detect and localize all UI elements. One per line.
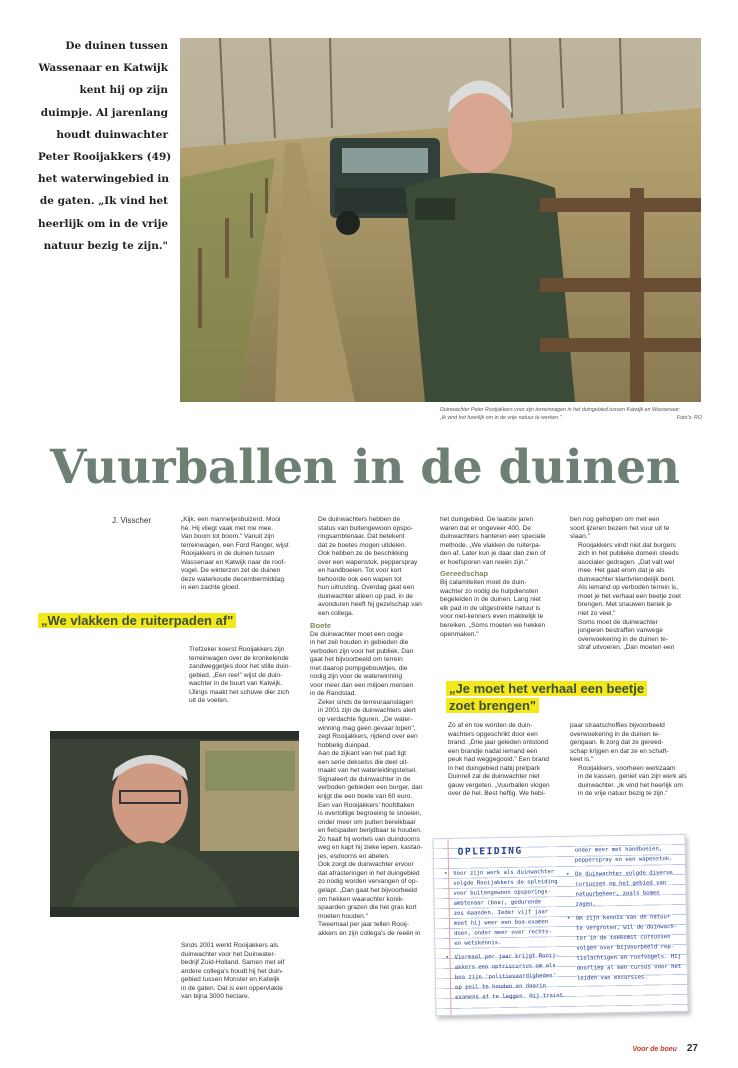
text-line: in de kassen, geniet van zijn werk als <box>578 773 687 781</box>
author-byline: J. Visscher <box>112 516 151 525</box>
text-line: zo nodig worden vervangen of op- <box>318 878 418 886</box>
text-line: brand. „Drie jaar geleden ontstond <box>448 739 549 747</box>
notepad-line: op peil te houden en daarin <box>455 983 547 991</box>
text-line: over een wapenstok, pepperspray <box>318 558 418 566</box>
notepad-line: ambtenaar (boa), gedurende <box>453 899 542 907</box>
text-line: De duinwachters hebben de <box>318 516 401 523</box>
text-line: keet is." <box>570 756 594 764</box>
text-line: gebied. „Een ree!" wijst de duin- <box>189 671 283 679</box>
notepad-line: moet hij weer een boa-examen <box>453 919 549 927</box>
notepad-line: zes maanden. Ieder vijf jaar <box>453 909 549 917</box>
opleiding-notepad-box <box>432 834 688 1016</box>
text-line: hobbelig duinpad. <box>318 741 371 749</box>
text-line: verboden gebieden een burger, dan <box>318 784 423 792</box>
intro-line: Wassenaar en Katwijk <box>38 62 168 75</box>
text-line: maakt van het waterleidingstelsel. <box>318 767 417 775</box>
notepad-line: • Voor zijn werk als duinwachter <box>453 869 555 877</box>
col2-heading-boete: Boete <box>310 620 332 630</box>
notepad-left-column <box>444 867 566 1003</box>
notepad-line: examens af te leggen. Hij traint <box>455 992 564 1001</box>
text-line: in de gaten. Dat is een oppervlakte <box>181 984 283 992</box>
text-line: voor meer dan een miljoen mensen <box>310 681 414 689</box>
notepad-right-top <box>566 844 686 866</box>
text-line: jongeren bestraffen vanwege <box>578 627 663 635</box>
column-1-lower <box>181 646 296 706</box>
notepad-item <box>566 868 687 910</box>
text-line: winning mag geen gevaar lopen", <box>318 724 416 732</box>
text-line: gelapt. „Dan gaat het bijvoorbeeld <box>318 886 417 894</box>
notepad-item <box>445 951 566 1003</box>
text-line: dat afrasteringen in het duingebied <box>318 869 420 877</box>
col2-p5 <box>310 802 430 862</box>
notepad-line: voor buitengewoon opsporings- <box>453 889 552 897</box>
text-line: een brandje nadat iemand een <box>448 747 538 755</box>
text-line: Sinds 2001 werkt Rooijakkers als <box>181 942 279 949</box>
notepad-line: te vergroten, wil de duinwach- <box>576 923 678 932</box>
text-line: schap krijgen en dat ze en schaft- <box>570 747 669 755</box>
col4-p4 <box>570 722 690 765</box>
page-footer <box>632 1043 698 1054</box>
text-line: onder meer met handboeien, <box>574 846 663 854</box>
col2-p4 <box>310 750 430 801</box>
notepad-right-items <box>566 868 688 984</box>
text-line: op verdachte figuren. „De water- <box>318 716 413 724</box>
text-line: Duinrell zal de duinwachter niet <box>448 773 540 781</box>
text-line: uit de voeten. <box>189 697 229 705</box>
text-line: gebied tussen Monster en Katwijk <box>181 976 280 984</box>
text-line: terreinwagen over de kronkelende <box>189 654 289 662</box>
intro-line: natuur bezig te zijn." <box>43 239 168 252</box>
notepad-line: volgde Rooijakkers de opleiding <box>453 879 558 887</box>
notepad-line: en wetskennis. <box>454 940 502 947</box>
text-line: om hekken waarachter konik- <box>318 895 405 903</box>
notepad-title: OPLEIDING <box>457 845 523 858</box>
text-line: Wassenaar en Katwijk naar de roof- <box>181 558 286 566</box>
col2-p3 <box>310 699 430 750</box>
text-line: begeleiden in de duinen. Lang niet <box>440 596 541 604</box>
text-line: paar straatschoffies bijvoorbeeld <box>570 722 665 729</box>
text-line: deze waterkoude decembermiddag <box>181 575 284 583</box>
text-line: in het duingebied nabij pretpark <box>448 764 541 772</box>
text-line: Ook zorgt de duinwachter ervoor <box>318 861 414 869</box>
notepad-line: ter in de toekomst cursussen <box>576 934 671 942</box>
text-line: gauw vergeten. „Vuurballen vlogen <box>448 781 550 789</box>
pull-quote-2 <box>446 680 647 714</box>
text-line: De duinwachter moet een oogje <box>310 630 404 638</box>
intro-line: de gaten. „Ik vind het <box>39 195 168 208</box>
text-line: duinwachter voor het Duinwater- <box>181 950 276 958</box>
text-line: wachter zo nodig de hulpdiensten <box>440 587 539 595</box>
text-line: Van boom tot boom." Vanuit zijn <box>181 533 274 541</box>
text-line: moet je het verhaal een beetje zoet <box>578 592 682 600</box>
text-line: Signaleert de duinwachter in de <box>318 775 411 783</box>
text-line: waren dat er ongeveer 400. De <box>440 524 531 532</box>
text-line: duinwachter alleen op pad, in de <box>318 592 413 600</box>
text-line: pepperspray en een wapenstok. <box>574 856 673 864</box>
text-line: is overtollige begroeiing te snoeien, <box>318 810 422 818</box>
notepad-line: • De duinwachter volgde diverse <box>575 870 673 878</box>
text-line: voor niet-kenners even makkelijk te <box>440 613 544 621</box>
text-line: spaarden grazen die het gras kort <box>318 904 417 912</box>
text-line: brengen. Met snauwen bereik je <box>578 601 672 609</box>
text-line: overwoekering in de duinen te- <box>570 730 661 738</box>
text-line: mee. Het gaat erom dat je als <box>578 567 665 575</box>
main-photo-caption <box>440 406 702 422</box>
text-line: andere collega's houdt hij het duin- <box>181 967 284 975</box>
text-line: duinwachters hanteren een speciale <box>440 533 546 541</box>
text-line: het duingebied. De laatste jaren <box>440 516 534 523</box>
intro-line: houdt duinwachter <box>56 128 168 141</box>
column-3-upper <box>440 516 560 639</box>
text-line: gengaan. Ik zorg dat ze gereed- <box>570 739 664 747</box>
intro-text <box>38 35 172 257</box>
notepad-line: leiden van excursies. <box>576 974 648 982</box>
photo-credit: Foto's: RO <box>676 415 702 421</box>
pull-quote-2-line-1: „Je moet het verhaal een beetje <box>446 681 647 696</box>
caption-line-1: Duinwachter Peter Rooijakkers voor zijn terreinwagen in het duingebied tussen Katwijk en Wassenaar: <box>440 407 681 413</box>
footer-brand: Voor de boeu <box>632 1046 677 1053</box>
col4-p3 <box>570 619 690 653</box>
col1-lower-paragraph <box>181 646 296 706</box>
col3-heading-gereedschap: Gereedschap <box>440 569 489 579</box>
text-line: niet zo veel." <box>578 610 616 618</box>
text-line: peuk had weggegooid." Een brand <box>448 756 549 764</box>
text-line: wachter in de buurt van Katwijk. <box>189 680 283 688</box>
intro-line: Peter Rooijakkers (49) <box>38 151 172 164</box>
text-line: een collega. <box>318 610 354 618</box>
text-line: met daarop pompgebouwtjes, die <box>310 664 408 672</box>
text-line: in een zachte gloed. <box>181 584 241 592</box>
col3-p1 <box>440 516 560 567</box>
text-line: jes, esdoorns en abelen. <box>318 852 390 860</box>
text-line: behoorde ook een wapen tot <box>318 575 402 583</box>
text-line: in de vrije natuur bezig te zijn." <box>578 790 668 798</box>
notepad-line: boa zijn 'politievaardigheden' <box>454 973 556 981</box>
column-4-upper <box>570 516 690 653</box>
col3-p3 <box>440 722 560 799</box>
notepad-line: doen, onder meer over rechts- <box>454 929 552 937</box>
text-line: en handboeien. Tot voor kort <box>318 567 402 575</box>
col2-p7 <box>310 921 430 938</box>
intro-line: duimpje. Al jarenlang <box>40 106 168 119</box>
page-number: 27 <box>686 1043 698 1054</box>
notepad-line: zagen. <box>575 901 596 908</box>
text-line: van bijna 3000 hectare. <box>181 993 250 1001</box>
notepad-line: • Viermaal per jaar krijgt Rooij- <box>454 953 559 961</box>
text-line: zegt Rooijakkers, rijdend over een <box>318 733 418 741</box>
text-line: Rooijakkers in de duinen tussen <box>181 550 275 558</box>
text-line: soort ijzeren bezem het vuur uit te <box>570 524 670 532</box>
column-3-lower <box>440 722 560 799</box>
pull-quote-1 <box>38 612 236 629</box>
caption-line-2: „Ik vind het heerlijk om in de vrije natuur te werken." <box>440 415 562 421</box>
text-line: Rooijakkers vindt niet dat burgers <box>578 541 676 549</box>
intro-line: het waterwingebied in <box>38 173 170 186</box>
notepad-item <box>567 912 688 984</box>
text-line: status van buitengewoon opspo- <box>318 524 413 532</box>
text-line: IJlings maakt het schuwe dier zich <box>189 688 290 696</box>
text-line: den af. Later kun je daar dan zien of <box>440 550 546 558</box>
text-line: duinwachter klantvriendelijk bent. <box>578 575 676 583</box>
text-line: er hoefsporen van reeën zijn." <box>440 558 528 566</box>
text-line: verboden zijn voor het publiek. Dan <box>310 647 414 655</box>
text-line: nodig zijn voor de waterwinning <box>310 673 403 681</box>
notepad-right-column <box>566 844 688 984</box>
text-line: Ook hebben ze de beschikking <box>318 550 409 558</box>
text-line: asocialer gedragen. „Dat valt wel <box>578 558 675 566</box>
text-line: ringsambtenaar. Dat betekent <box>318 533 405 541</box>
text-line: openmaken." <box>440 630 479 638</box>
text-line: avonduren heeft hij gezelschap van <box>318 601 422 609</box>
text-line: bereiken. „Soms moeten we hekken <box>440 622 546 630</box>
column-4-lower <box>570 722 690 799</box>
text-line: in de Randstad. <box>310 690 357 698</box>
text-line: in het zeil houden in gebieden die <box>310 639 409 647</box>
text-line: slaan." <box>570 533 590 541</box>
intro-line: De duinen tussen <box>65 40 168 52</box>
text-line: krijgt die een boete van 60 euro. <box>318 792 413 800</box>
inset-photo <box>50 731 299 917</box>
text-line: een serie dekselss die deel uit- <box>318 758 409 766</box>
text-line: straf uitvoeren. „Dan moeten een <box>578 644 675 652</box>
text-line: Zo af en toe worden de duin- <box>448 722 533 729</box>
intro-line: heerlijk om in de vrije <box>38 217 169 230</box>
col2-p1 <box>310 516 430 619</box>
text-line: methode. „We vlakken de ruiterpa- <box>440 541 542 549</box>
notepad-line: • Om zijn kennis van de natuur <box>575 914 671 922</box>
text-line: dat ze boetes mogen uitdelen. <box>318 541 407 549</box>
notepad-line: doorliep al een cursus voor het <box>576 963 682 972</box>
notepad-line: tielachtigen en roofvogels. Hij <box>576 953 682 962</box>
text-line: gaat het bijvoorbeeld om terrein <box>310 656 403 664</box>
col4-p2 <box>570 542 690 619</box>
text-line: vogel. De winterzon zet de duinen <box>181 567 281 575</box>
col2-p6 <box>310 861 430 921</box>
text-line: akkers en zijn collega's de reeën in <box>318 929 421 937</box>
text-line: Zeker sinds de terreuraanslagen <box>318 698 413 706</box>
text-line: weg en kapt hij zieke iepen, kastan- <box>318 844 423 852</box>
col1-bottom-paragraph <box>181 942 296 1002</box>
text-line: Bij calamiteiten moet de duin- <box>440 579 527 587</box>
column-1-upper <box>181 516 296 593</box>
col4-p5 <box>570 765 690 799</box>
notepad-line: cursussen op het gebied van <box>575 880 667 888</box>
pull-quote-2-line-2: zoet brengen" <box>446 698 539 713</box>
text-line: „Kijk, een mannetjesbuizerd. Mooi <box>181 516 281 523</box>
col4-p1 <box>570 516 690 542</box>
intro-line: kent hij op zijn <box>79 84 168 97</box>
text-line: Een van Rooijakkers' hoofdtaken <box>318 801 415 809</box>
text-line: wachters opgeschrikt door een <box>448 730 538 738</box>
text-line: Tweemaal per jaar tellen Rooij- <box>318 921 409 929</box>
text-line: Als iemand op verboden terrein is, <box>578 584 679 592</box>
col1-upper-paragraph <box>181 516 296 593</box>
text-line: Zo haalt hij wortels van duindoorns <box>318 835 420 843</box>
text-line: en fietspaden berijdbaar te houden. <box>318 827 422 835</box>
text-line: elk pad in de uitgestrekte natuur is <box>440 604 541 612</box>
text-line: hè. Hij vliegt vaak met me mee. <box>181 524 273 532</box>
text-line: moeten houden." <box>318 912 369 920</box>
text-line: hun uitrusting. Overdag gaat een <box>318 584 415 592</box>
text-line: zandweggetjes door het stille duin- <box>189 663 291 671</box>
text-line: Soms moet de duinwachter <box>578 618 658 626</box>
text-line: ben nog geholpen om met een <box>570 516 660 523</box>
col2-p2 <box>310 631 430 699</box>
text-line: Rooijakkers, voorheen werkzaam <box>578 764 676 772</box>
text-line: terreinwagen, een Ford Ranger, wijst <box>181 541 289 549</box>
main-photo <box>180 38 701 402</box>
text-line: Aan de zijkant van het pad ligt <box>318 750 406 758</box>
col3-p2 <box>440 579 560 639</box>
notepad-item <box>444 867 565 949</box>
text-line: onder meer om putten bereikbaar <box>318 818 416 826</box>
text-line: bedrijf Zuid-Holland. Samen met elf <box>181 959 285 967</box>
notepad-line: volgen over bijvoorbeeld rep- <box>576 944 675 952</box>
headline: Vuurballen in de duinen <box>50 440 680 495</box>
column-1-bottom <box>181 942 296 1002</box>
text-line: overwoekering in de duinen te- <box>578 635 669 643</box>
notepad-line: natuurbeheer, zoals bomen <box>575 890 660 898</box>
notepad-line: akkers een opfriscursus om als <box>454 963 556 971</box>
text-line: duinwachter. „Ik vind het heerlijk om <box>578 781 683 789</box>
text-line: in 2001 zijn de duinwachters alert <box>318 707 416 715</box>
text-line: Trefzeker koerst Rooijakkers zijn <box>189 646 285 653</box>
text-line: over de hel. Best heftig. We hebi- <box>448 790 546 798</box>
pull-quote-1-text: „We vlakken de ruiterpaden af" <box>38 613 236 628</box>
text-line: zich in het publieke domein steeds <box>578 550 679 558</box>
column-2 <box>310 516 430 938</box>
